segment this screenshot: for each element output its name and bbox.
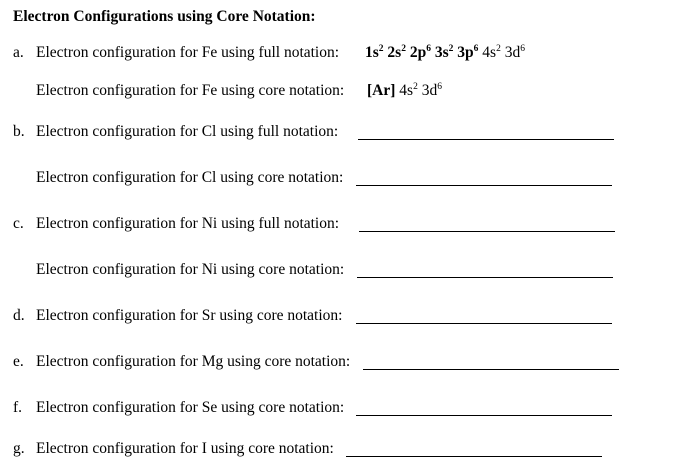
question-letter: f.: [13, 399, 23, 416]
question-g-prompt: Electron configuration for I using core notation:: [36, 440, 334, 457]
question-e-prompt: Electron configuration for Mg using core notation:: [36, 353, 351, 370]
question-letter: b.: [13, 123, 25, 140]
question-letter: g.: [13, 440, 25, 457]
answer-blank-f[interactable]: [356, 415, 612, 416]
question-b-full-prompt: Electron configuration for Cl using full notation:: [36, 123, 339, 140]
question-b-core-prompt: Electron configuration for Cl using core notation:: [36, 169, 344, 186]
question-a-full-prompt: Electron configuration for Fe using full notation:: [36, 44, 340, 61]
answer-blank-c-full[interactable]: [359, 231, 615, 232]
question-letter: c.: [13, 215, 24, 232]
answer-blank-c-core[interactable]: [357, 277, 613, 278]
answer-blank-b-full[interactable]: [358, 139, 614, 140]
question-letter: e.: [13, 353, 24, 370]
answer-blank-g[interactable]: [346, 456, 602, 457]
question-letter: d.: [13, 307, 25, 324]
question-c-full-prompt: Electron configuration for Ni using full notation:: [36, 215, 340, 232]
question-a-core-prompt: Electron configuration for Fe using core notation:: [36, 82, 345, 99]
question-a-full-answer: $1s^2$ $2s^2$ $2p^6$ $3s^2$ $3p^6$ $4s^2$ $3d^6$: [365, 44, 525, 61]
question-c-core-prompt: Electron configuration for Ni using core notation:: [36, 261, 345, 278]
worksheet-title: Electron Configurations using Core Notation:: [13, 8, 316, 25]
question-f-prompt: Electron configuration for Se using core notation:: [36, 399, 345, 416]
question-letter: a.: [13, 44, 24, 61]
question-a-core-answer: [Ar] $4s^2$ $3d^6$: [367, 82, 442, 99]
answer-blank-d[interactable]: [356, 323, 612, 324]
answer-blank-e[interactable]: [363, 369, 619, 370]
question-d-prompt: Electron configuration for Sr using core notation:: [36, 307, 343, 324]
answer-blank-b-core[interactable]: [356, 185, 612, 186]
